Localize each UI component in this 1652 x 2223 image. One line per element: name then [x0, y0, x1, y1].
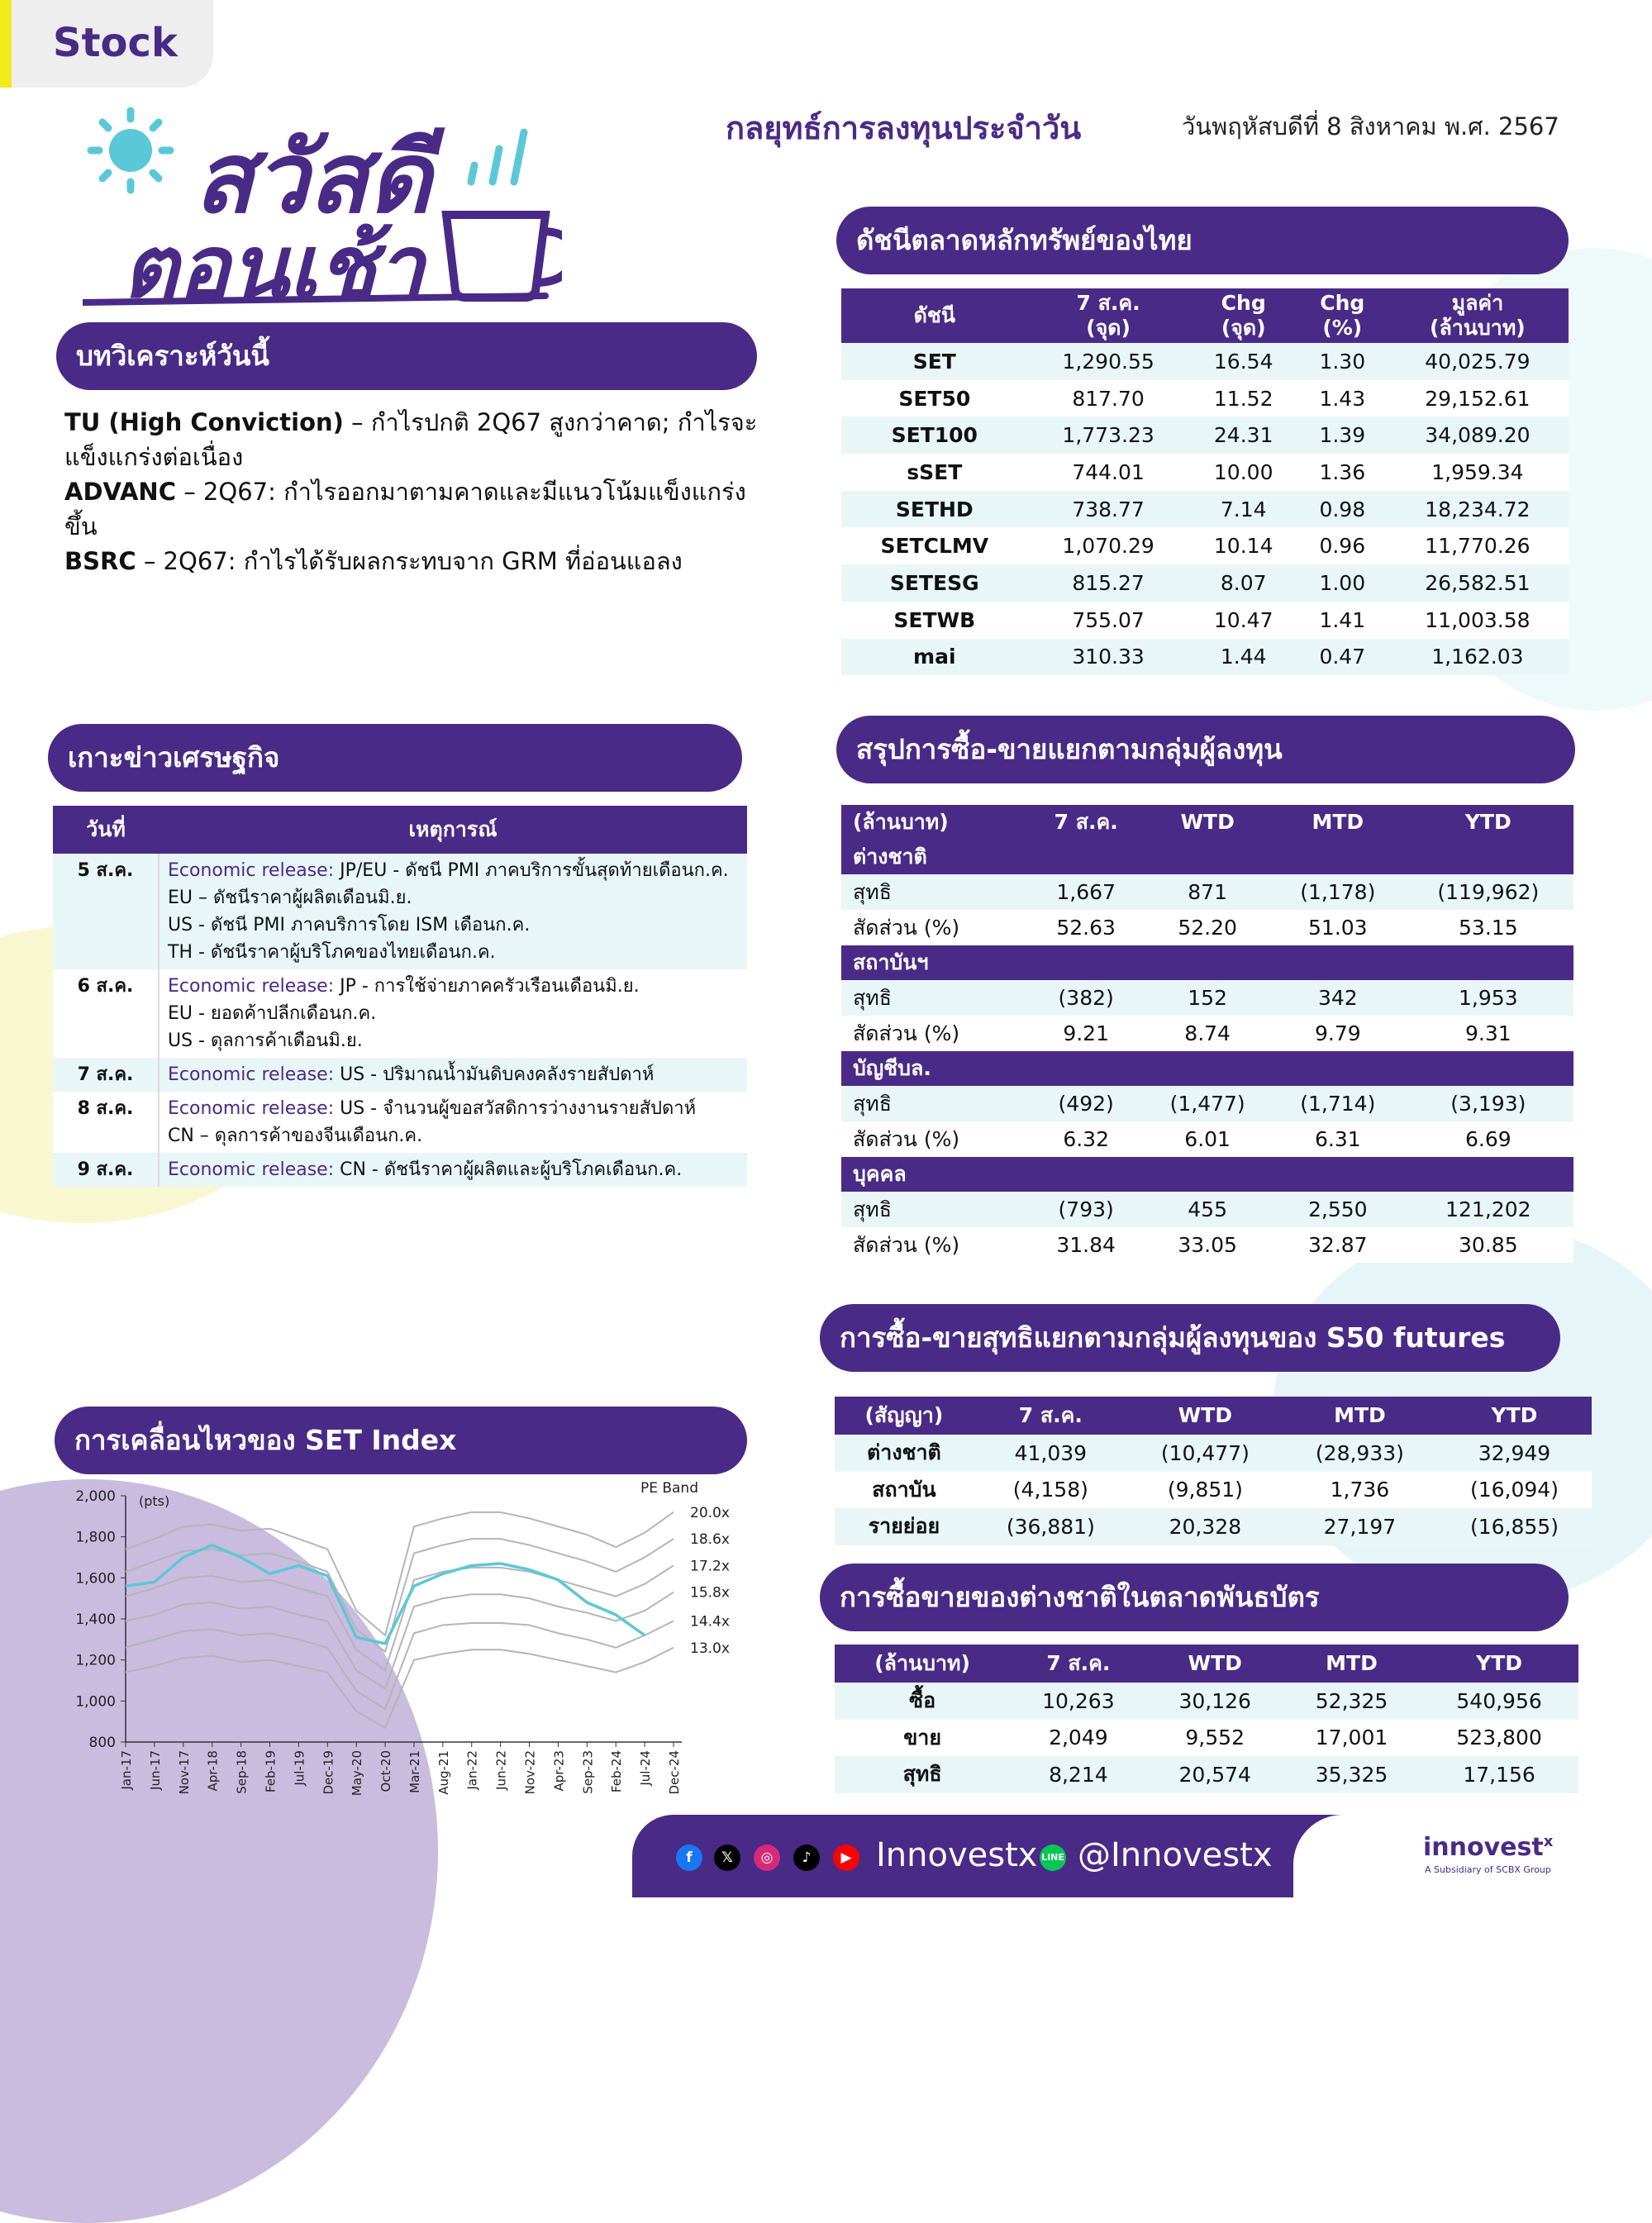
table-cell: 32.87	[1273, 1227, 1403, 1263]
table-cell: 10.47	[1189, 602, 1298, 639]
event-line: EU - ยอดค้าปลีกเดือนก.ค.	[168, 1003, 377, 1024]
tab-accent-bar	[0, 0, 12, 88]
table-cell: 52,325	[1283, 1683, 1420, 1720]
pe-band-label: 20.0x	[690, 1504, 730, 1521]
table-cell: 52.20	[1142, 910, 1273, 945]
futures-header: การซื้อ-ขายสุทธิแยกตามกลุ่มผู้ลงทุนของ S50 futures	[820, 1304, 1560, 1372]
stock-name: TU (High Conviction)	[64, 408, 344, 436]
table-cell: SET	[841, 343, 1028, 380]
table-cell: 2,550	[1273, 1192, 1403, 1227]
greeting-line2: ตอนเช้า	[122, 217, 425, 317]
pe-band-label: 14.4x	[690, 1613, 730, 1630]
group-cell	[1403, 1051, 1573, 1086]
table-cell: 1,736	[1283, 1472, 1437, 1509]
table-cell: (36,881)	[974, 1508, 1128, 1545]
event-date: 7 ส.ค.	[53, 1058, 159, 1092]
table-cell: สัดส่วน (%)	[841, 1227, 1030, 1263]
table-row	[841, 343, 1569, 380]
analysis-text: – กำไรปกติ 2Q67 สูงกว่าคาด; กำไรจะแข็งแกร่งต่อเนื่อง	[64, 408, 758, 471]
group-cell	[1142, 1157, 1273, 1192]
investor-header: สรุปการซื้อ-ขายแยกตามกลุ่มผู้ลงทุน	[836, 716, 1575, 783]
group-label: ต่างชาติ	[841, 840, 1030, 874]
table-cell: 815.27	[1028, 564, 1189, 602]
x-tick-label: Jun-22	[493, 1750, 509, 1790]
table-cell: 1,773.23	[1028, 417, 1189, 454]
table-cell: 10.14	[1189, 527, 1298, 564]
table-row	[53, 969, 747, 1058]
event-cell	[159, 1153, 747, 1187]
table-cell: 6.01	[1142, 1121, 1273, 1157]
set-index-chart	[66, 1476, 744, 1815]
table-cell: 342	[1273, 980, 1403, 1016]
event-date: 5 ส.ค.	[53, 854, 159, 969]
table-cell: (3,193)	[1403, 1086, 1573, 1121]
table-row	[835, 1683, 1578, 1720]
table-cell: 7.14	[1189, 491, 1298, 528]
table-cell: 26,582.51	[1387, 564, 1569, 602]
group-row	[841, 840, 1573, 874]
x-tick-label: Oct-20	[378, 1750, 394, 1792]
column-header: WTD	[1128, 1397, 1283, 1435]
table-cell: 871	[1142, 874, 1273, 910]
table-cell: SETHD	[841, 491, 1028, 528]
table-cell: SETESG	[841, 564, 1028, 602]
brand-name: innovest	[1423, 1833, 1544, 1862]
table-cell: 1.43	[1298, 380, 1387, 417]
table-row	[841, 454, 1569, 491]
table-row	[835, 1720, 1578, 1757]
bond-table	[835, 1645, 1578, 1793]
table-cell: 6.32	[1030, 1121, 1142, 1157]
analysis-list	[64, 405, 775, 578]
econ-header: เกาะข่าวเศรษฐกิจ	[48, 724, 742, 792]
table-row	[841, 527, 1569, 564]
x-tick-label: Aug-21	[436, 1750, 451, 1795]
section-tab	[0, 0, 213, 88]
table-cell: 41,039	[974, 1435, 1128, 1472]
x-tick-label: Dec-19	[321, 1750, 336, 1795]
table-cell: 8,214	[1010, 1756, 1146, 1793]
event-line: Economic release: US - จำนวนผู้ขอสวัสดิการว่างงานรายสัปดาห์	[168, 1098, 697, 1119]
table-cell: 1.41	[1298, 602, 1387, 639]
table-cell: SETWB	[841, 602, 1028, 639]
instagram-icon[interactable]: ◎	[754, 1845, 780, 1871]
table-cell: sSET	[841, 454, 1028, 491]
group-cell	[1030, 1051, 1142, 1086]
table-cell: (1,714)	[1273, 1086, 1403, 1121]
table-cell: (4,158)	[974, 1472, 1128, 1509]
table-row	[841, 910, 1573, 945]
table-cell: 17,001	[1283, 1720, 1420, 1757]
table-cell: 1,953	[1403, 980, 1573, 1016]
analysis-item	[64, 405, 775, 474]
table-cell: 9.79	[1273, 1016, 1403, 1051]
brand-logo	[1423, 1833, 1553, 1862]
event-line: Economic release: CN - ดัชนีราคาผู้ผลิตและผู้บริโภคเดือนก.ค.	[168, 1159, 683, 1180]
column-header: WTD	[1147, 1645, 1283, 1683]
table-cell: 34,089.20	[1387, 417, 1569, 454]
table-cell: 27,197	[1283, 1508, 1437, 1545]
table-cell: สุทธิ	[841, 1192, 1030, 1227]
column-header: Chg (%)	[1298, 288, 1387, 343]
group-cell	[1273, 945, 1403, 980]
pe-band-label: 17.2x	[690, 1558, 730, 1575]
x-tick-label: Jan-22	[464, 1750, 480, 1790]
table-cell: ขาย	[835, 1720, 1010, 1757]
event-line: CN – ดุลการค้าของจีนเดือนก.ค.	[168, 1126, 423, 1146]
column-header: (ล้านบาท)	[841, 805, 1030, 840]
group-cell	[1273, 1051, 1403, 1086]
x-tick-label: Jun-17	[147, 1750, 163, 1790]
table-cell: สัดส่วน (%)	[841, 910, 1030, 945]
table-cell: 11.52	[1189, 380, 1298, 417]
column-header: Chg (จุด)	[1189, 288, 1298, 343]
column-header: YTD	[1437, 1397, 1592, 1435]
column-header: ดัชนี	[841, 288, 1028, 343]
event-tag: Economic release:	[168, 860, 340, 881]
column-header: MTD	[1273, 805, 1403, 840]
table-cell: 20,328	[1128, 1508, 1283, 1545]
tiktok-icon[interactable]: ♪	[793, 1845, 820, 1871]
column-header: WTD	[1142, 805, 1273, 840]
x-tick-label: Jul-19	[292, 1750, 307, 1786]
table-cell: 455	[1142, 1192, 1273, 1227]
column-header: (ล้านบาท)	[835, 1645, 1010, 1683]
table-cell: 29,152.61	[1387, 380, 1569, 417]
table-cell: (16,094)	[1437, 1472, 1592, 1509]
chart-header: การเคลื่อนไหวของ SET Index	[55, 1407, 747, 1474]
tab-label: Stock	[53, 20, 178, 66]
footer-handle-line[interactable]: @Innovestx	[1078, 1836, 1273, 1874]
page-date: วันพฤหัสบดีที่ 8 สิงหาคม พ.ศ. 2567	[1182, 112, 1559, 140]
index-table	[841, 288, 1569, 675]
table-cell: (10,477)	[1128, 1435, 1283, 1472]
table-cell: 0.96	[1298, 527, 1387, 564]
analysis-item	[64, 474, 775, 544]
table-row	[841, 1121, 1573, 1157]
table-row	[841, 1086, 1573, 1121]
greeting-logo	[83, 99, 562, 317]
y-axis-label: (pts)	[139, 1493, 170, 1509]
column-header: (สัญญา)	[835, 1397, 974, 1435]
table-cell: (1,178)	[1273, 874, 1403, 910]
table-cell: 755.07	[1028, 602, 1189, 639]
table-row	[841, 1227, 1573, 1263]
table-cell: 817.70	[1028, 380, 1189, 417]
group-row	[841, 945, 1573, 980]
table-cell: 30,126	[1147, 1683, 1283, 1720]
table-cell: 1.36	[1298, 454, 1387, 491]
table-row	[835, 1508, 1592, 1545]
pe-band-label: 13.0x	[690, 1640, 730, 1657]
table-cell: 9.21	[1030, 1016, 1142, 1051]
event-line: Economic release: JP/EU - ดัชนี PMI ภาคบริการขั้นสุดท้ายเดือนก.ค.	[168, 860, 729, 881]
column-header: YTD	[1420, 1645, 1578, 1683]
x-tick-label: Sep-23	[580, 1750, 596, 1794]
table-row	[835, 1435, 1592, 1472]
table-cell: 2,049	[1010, 1720, 1146, 1757]
analysis-text: – 2Q67: กำไรออกมาตามคาดและมีแนวโน้มแข็งแกร่งขึ้น	[64, 478, 746, 540]
table-row	[841, 980, 1573, 1016]
event-line: Economic release: JP - การใช้จ่ายภาคครัวเรือนเดือนมิ.ย.	[168, 976, 640, 997]
futures-table	[835, 1397, 1592, 1545]
analysis-text: – 2Q67: กำไรได้รับผลกระทบจาก GRM ที่อ่อนแอลง	[136, 547, 683, 575]
column-header: 7 ส.ค.	[1010, 1645, 1146, 1683]
table-row	[841, 874, 1573, 910]
table-cell: 1.44	[1189, 639, 1298, 676]
table-cell: (382)	[1030, 980, 1142, 1016]
table-cell: 11,003.58	[1387, 602, 1569, 639]
event-line: US - ดุลการค้าเดือนมิ.ย.	[168, 1031, 363, 1051]
table-row	[841, 1192, 1573, 1227]
table-row	[835, 1756, 1578, 1793]
column-header: 7 ส.ค. (จุด)	[1028, 288, 1189, 343]
facebook-icon[interactable]: f	[676, 1845, 702, 1871]
group-cell	[1403, 1157, 1573, 1192]
stock-name: BSRC	[64, 547, 136, 575]
set-index-line	[126, 1545, 645, 1644]
event-date: 6 ส.ค.	[53, 969, 159, 1058]
pe-band-label: 18.6x	[690, 1531, 730, 1549]
footer-handle[interactable]: Innovestx	[876, 1836, 1038, 1874]
line-icon[interactable]: LINE	[1040, 1845, 1066, 1871]
table-cell: สถาบัน	[835, 1472, 974, 1509]
table-row	[53, 854, 747, 969]
y-tick-label: 800	[88, 1735, 116, 1751]
x-tick-label: Feb-19	[263, 1750, 279, 1793]
table-cell: 9,552	[1147, 1720, 1283, 1757]
bond-header: การซื้อขายของต่างชาติในตลาดพันธบัตร	[820, 1564, 1569, 1631]
table-row	[841, 564, 1569, 602]
table-cell: 18,234.72	[1387, 491, 1569, 528]
table-cell: 33.05	[1142, 1227, 1273, 1263]
y-tick-label: 1,800	[75, 1529, 116, 1546]
group-label: สถาบันฯ	[841, 945, 1030, 980]
table-cell: ต่างชาติ	[835, 1435, 974, 1472]
event-line: US - ดัชนี PMI ภาคบริการโดย ISM เดือนก.ค.	[168, 915, 531, 935]
event-tag: Economic release:	[168, 1159, 340, 1180]
greeting-line1: สวัสดี	[194, 121, 431, 235]
column-header: MTD	[1283, 1397, 1437, 1435]
group-row	[841, 1157, 1573, 1192]
table-cell: 53.15	[1403, 910, 1573, 945]
y-tick-label: 1,200	[75, 1652, 116, 1669]
x-tick-label: Jul-24	[638, 1750, 654, 1786]
event-tag: Economic release:	[168, 1064, 340, 1085]
table-cell: (1,477)	[1142, 1086, 1273, 1121]
table-cell: สุทธิ	[841, 874, 1030, 910]
y-tick-label: 1,400	[75, 1611, 116, 1628]
table-row	[841, 491, 1569, 528]
table-cell: 540,956	[1420, 1683, 1578, 1720]
table-cell: (9,851)	[1128, 1472, 1283, 1509]
table-cell: 30.85	[1403, 1227, 1573, 1263]
column-header: 7 ส.ค.	[1030, 805, 1142, 840]
column-header: มูลค่า (ล้านบาท)	[1387, 288, 1569, 343]
event-cell	[159, 1058, 747, 1092]
table-cell: 1,959.34	[1387, 454, 1569, 491]
y-tick-label: 1,600	[75, 1570, 116, 1588]
event-line: TH - ดัชนีราคาผู้บริโภคของไทยเดือนก.ค.	[168, 942, 496, 963]
table-cell: 1,290.55	[1028, 343, 1189, 380]
table-cell: 1,667	[1030, 874, 1142, 910]
pe-band-line	[126, 1539, 674, 1652]
brand-subtitle: A Subsidiary of SCBX Group	[1425, 1864, 1551, 1875]
legend-title: PE Band	[640, 1480, 698, 1497]
stock-name: ADVANC	[64, 478, 176, 506]
x-tick-label: Apr-23	[551, 1750, 567, 1792]
table-cell: 1.39	[1298, 417, 1387, 454]
table-cell: 1.00	[1298, 564, 1387, 602]
table-row	[841, 1016, 1573, 1051]
table-cell: (16,855)	[1437, 1508, 1592, 1545]
event-date: 8 ส.ค.	[53, 1092, 159, 1153]
table-cell: 744.01	[1028, 454, 1189, 491]
group-cell	[1142, 840, 1273, 874]
table-cell: สุทธิ	[841, 980, 1030, 1016]
table-cell: 0.47	[1298, 639, 1387, 676]
table-row	[841, 639, 1569, 676]
analysis-header: บทวิเคราะห์วันนี้	[56, 322, 757, 390]
group-cell	[1030, 945, 1142, 980]
table-cell: (119,962)	[1403, 874, 1573, 910]
table-cell: รายย่อย	[835, 1508, 974, 1545]
column-header: เหตุการณ์	[159, 806, 747, 854]
group-label: บัญชีบล.	[841, 1051, 1030, 1086]
column-header: วันที่	[53, 806, 159, 854]
group-cell	[1403, 840, 1573, 874]
x-tick-label: Apr-18	[205, 1750, 221, 1792]
table-cell: SET100	[841, 417, 1028, 454]
index-header: ดัชนีตลาดหลักทรัพย์ของไทย	[836, 207, 1569, 274]
table-cell: (492)	[1030, 1086, 1142, 1121]
group-cell	[1030, 1157, 1142, 1192]
table-cell: 9.31	[1403, 1016, 1573, 1051]
table-cell: 51.03	[1273, 910, 1403, 945]
x-icon[interactable]: 𝕏	[714, 1845, 740, 1871]
table-row	[841, 380, 1569, 417]
table-cell: สุทธิ	[835, 1756, 1010, 1793]
event-date: 9 ส.ค.	[53, 1153, 159, 1187]
table-cell: (793)	[1030, 1192, 1142, 1227]
table-cell: SET50	[841, 380, 1028, 417]
group-cell	[1403, 945, 1573, 980]
x-tick-label: Mar-21	[407, 1750, 422, 1793]
table-cell: 310.33	[1028, 639, 1189, 676]
x-tick-label: Nov-22	[522, 1750, 538, 1795]
investor-table	[841, 805, 1573, 1263]
x-tick-label: Jan-17	[119, 1750, 134, 1790]
event-tag: Economic release:	[168, 976, 340, 997]
x-tick-label: Dec-24	[667, 1750, 682, 1795]
table-cell: 523,800	[1420, 1720, 1578, 1757]
table-cell: 17,156	[1420, 1756, 1578, 1793]
table-cell: 40,025.79	[1387, 343, 1569, 380]
table-cell: 31.84	[1030, 1227, 1142, 1263]
table-row	[841, 417, 1569, 454]
event-line: Economic release: US - ปริมาณน้ำมันดิบคงคลังรายสัปดาห์	[168, 1064, 655, 1085]
table-cell: 20,574	[1147, 1756, 1283, 1793]
page-title: กลยุทธ์การลงทุนประจำวัน	[726, 110, 1082, 146]
table-cell: 738.77	[1028, 491, 1189, 528]
column-header: YTD	[1403, 805, 1573, 840]
table-cell: 11,770.26	[1387, 527, 1569, 564]
brand-mark: x	[1543, 1833, 1554, 1850]
x-tick-label: Sep-18	[234, 1750, 250, 1794]
table-cell: 16.54	[1189, 343, 1298, 380]
group-cell	[1142, 945, 1273, 980]
table-cell: 32,949	[1437, 1435, 1592, 1472]
table-cell: 10.00	[1189, 454, 1298, 491]
event-tag: Economic release:	[168, 1098, 340, 1119]
x-tick-label: May-20	[350, 1750, 365, 1797]
table-cell: 8.74	[1142, 1016, 1273, 1051]
table-row	[53, 1092, 747, 1153]
table-cell: 6.69	[1403, 1121, 1573, 1157]
table-cell: สุทธิ	[841, 1086, 1030, 1121]
table-cell: 1,070.29	[1028, 527, 1189, 564]
table-cell: 24.31	[1189, 417, 1298, 454]
econ-table	[53, 806, 747, 1187]
table-cell: 0.98	[1298, 491, 1387, 528]
y-tick-label: 1,000	[75, 1693, 116, 1711]
column-header: MTD	[1283, 1645, 1420, 1683]
event-cell	[159, 1092, 747, 1153]
group-cell	[1142, 1051, 1273, 1086]
y-tick-label: 2,000	[75, 1488, 116, 1505]
table-cell: 1.30	[1298, 343, 1387, 380]
group-label: บุคคล	[841, 1157, 1030, 1192]
table-cell: (28,933)	[1283, 1435, 1437, 1472]
table-cell: 8.07	[1189, 564, 1298, 602]
youtube-icon[interactable]: ▶	[833, 1845, 859, 1871]
event-cell	[159, 854, 747, 969]
group-cell	[1273, 1157, 1403, 1192]
table-row	[53, 1058, 747, 1092]
group-row	[841, 1051, 1573, 1086]
table-cell: 10,263	[1010, 1683, 1146, 1720]
table-cell: SETCLMV	[841, 527, 1028, 564]
table-cell: 152	[1142, 980, 1273, 1016]
event-cell	[159, 969, 747, 1058]
pe-band-line	[126, 1621, 674, 1709]
table-row	[841, 602, 1569, 639]
column-header: 7 ส.ค.	[974, 1397, 1128, 1435]
pe-band-label: 15.8x	[690, 1584, 730, 1602]
table-cell: 35,325	[1283, 1756, 1420, 1793]
table-cell: สัดส่วน (%)	[841, 1121, 1030, 1157]
table-cell: 1,162.03	[1387, 639, 1569, 676]
table-cell: 6.31	[1273, 1121, 1403, 1157]
analysis-item	[64, 544, 775, 578]
table-row	[53, 1153, 747, 1187]
x-tick-label: Feb-24	[609, 1750, 625, 1793]
table-row	[835, 1472, 1592, 1509]
group-cell	[1273, 840, 1403, 874]
table-cell: สัดส่วน (%)	[841, 1016, 1030, 1051]
table-cell: mai	[841, 639, 1028, 676]
table-cell: 52.63	[1030, 910, 1142, 945]
x-tick-label: Nov-17	[176, 1750, 192, 1795]
pe-band-line	[126, 1648, 674, 1728]
table-cell: ซื้อ	[835, 1683, 1010, 1720]
event-line: EU – ดัชนีราคาผู้ผลิตเดือนมิ.ย.	[168, 888, 412, 908]
group-cell	[1030, 840, 1142, 874]
table-cell: 121,202	[1403, 1192, 1573, 1227]
